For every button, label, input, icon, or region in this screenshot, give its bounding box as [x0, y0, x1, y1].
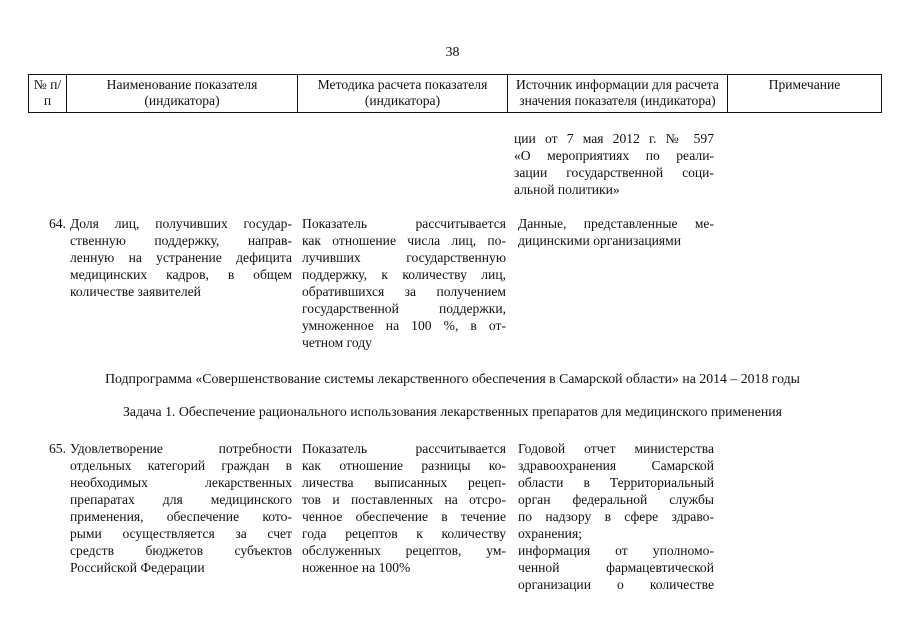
row-65-source [518, 440, 714, 593]
text-line: обратившихся за получением [302, 284, 506, 299]
text-line: года рецептов к количеству [302, 526, 506, 541]
text-line: обслуженных рецептов, ум- [302, 543, 506, 558]
header-method: Методика расчета показателя (индикатора) [298, 75, 508, 113]
text-line: препаратах для медицинского [70, 492, 292, 507]
text-line: ственную поддержку, направ- [70, 233, 292, 248]
text-line: «О мероприятиях по реали- [514, 148, 714, 163]
text-line: ноженное на 100% [302, 560, 411, 575]
text-line: зации государственной соци- [514, 165, 714, 180]
text-line: рыми осуществляется за счет [70, 526, 292, 541]
header-num: № п/п [29, 75, 67, 113]
text-line: применения, обеспечение кото- [70, 509, 292, 524]
continuation-source [514, 130, 714, 198]
text-line: организации о количестве [518, 577, 714, 592]
text-line: альной политики» [514, 182, 620, 197]
text-line: государственной поддержки, [302, 301, 506, 316]
text-line: ции от 7 мая 2012 г. № 597 [514, 131, 714, 146]
row-64-number: 64. [49, 216, 66, 231]
header-note: Примечание [728, 75, 882, 113]
text-line: охранения; [518, 526, 582, 541]
header-name: Наименование показателя (индикатора) [67, 75, 298, 113]
table-header [28, 74, 882, 113]
text-line: четном году [302, 335, 372, 350]
row-65-number: 65. [49, 441, 66, 456]
row-64-method [302, 215, 506, 351]
text-line: тов и поставленных на отсро- [302, 492, 506, 507]
text-line: Доля лиц, получивших государ- [70, 216, 292, 231]
text-line: необходимых лекарственных [70, 475, 292, 490]
text-line: ченное обеспечение в течение [302, 509, 506, 524]
text-line: отдельных категорий граждан в [70, 458, 292, 473]
text-line: Показатель рассчитывается [302, 441, 506, 456]
text-line: личества выписанных рецеп- [302, 475, 506, 490]
text-line: по надзору в сфере здраво- [518, 509, 714, 524]
text-line: ленную на устранение дефицита [70, 250, 292, 265]
row-65-name [70, 440, 292, 576]
text-line: количестве заявителей [70, 284, 201, 299]
text-line: дицинскими организациями [518, 233, 682, 248]
text-line: умноженное на 100 %, в от- [302, 318, 506, 333]
text-line: Показатель рассчитывается [302, 216, 506, 231]
text-line: лучивших государственную [302, 250, 506, 265]
text-line: медицинских кадров, в общем [70, 267, 292, 282]
text-line: Годовой отчет министерства [518, 441, 714, 456]
text-line: Удовлетворение потребности [70, 441, 292, 456]
text-line: как отношение разницы ко- [302, 458, 506, 473]
row-65-method [302, 440, 506, 576]
text-line: области в Территориальный [518, 475, 714, 490]
subprogram-title: Подпрограмма «Совершенствование системы лекарственного обеспечения в Самарской области» на 2014 – 2018 годы [105, 371, 800, 386]
text-line: ченной фармацевтической [518, 560, 714, 575]
text-line: Российской Федерации [70, 560, 205, 575]
text-line: поддержку, к количеству лиц, [302, 267, 506, 282]
row-64-source [518, 215, 714, 249]
task-title: Задача 1. Обеспечение рационального использования лекарственных препаратов для медицинского применения [122, 404, 783, 419]
header-source: Источник информации для расчета значения показателя (индикатора) [508, 75, 728, 113]
row-64-name [70, 215, 292, 300]
text-line: средств бюджетов субъектов [70, 543, 292, 558]
text-line: как отношение числа лиц, по- [302, 233, 506, 248]
text-line: орган федеральной службы [518, 492, 714, 507]
text-line: информация от уполномо- [518, 543, 714, 558]
page-number: 38 [445, 45, 460, 60]
text-line: Данные, представленные ме- [518, 216, 714, 231]
text-line: здравоохранения Самарской [518, 458, 714, 473]
